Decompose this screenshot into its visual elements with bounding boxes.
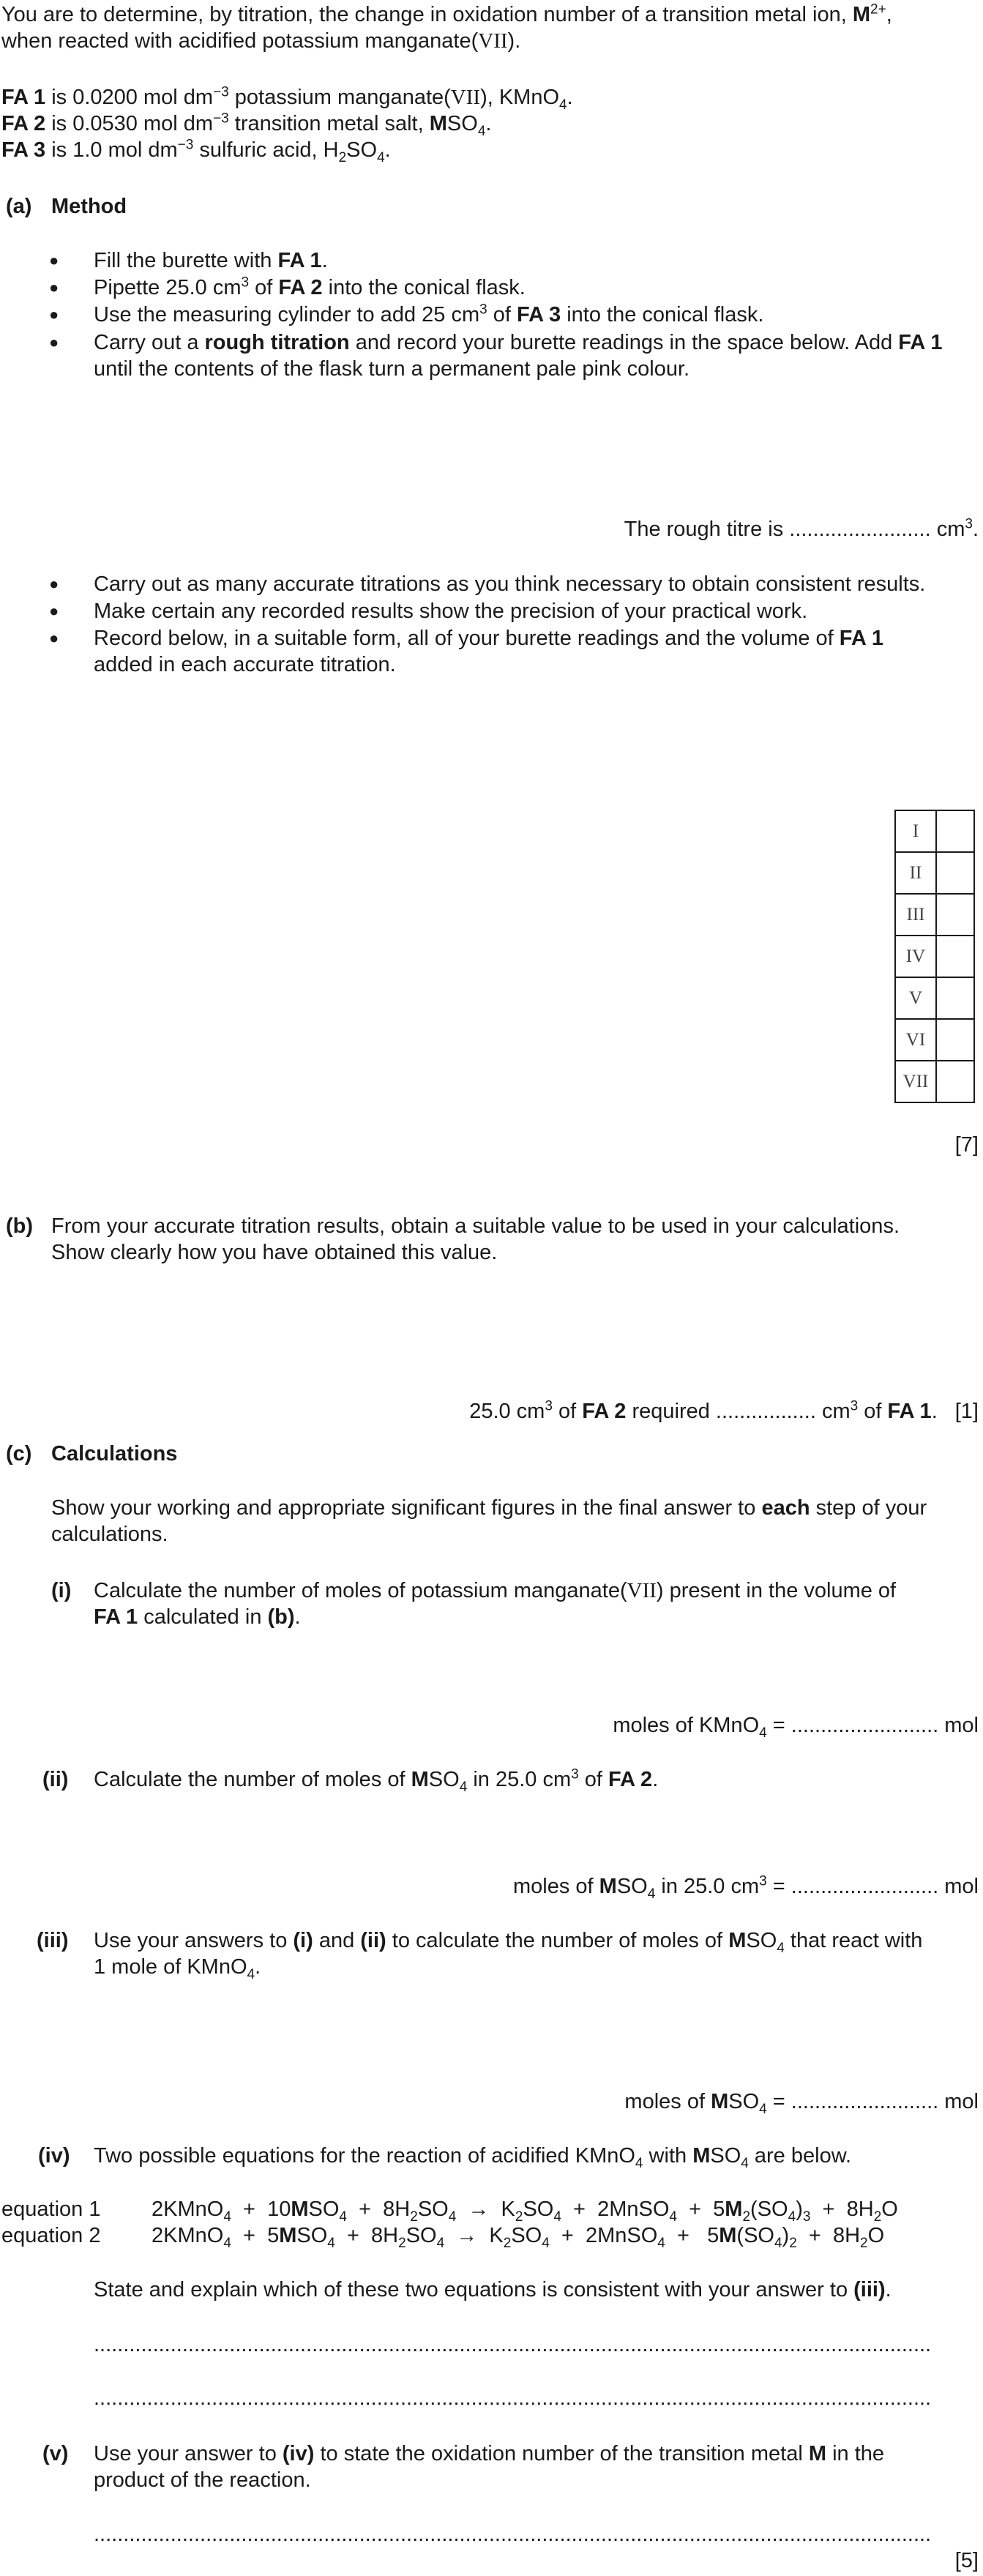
part-c-heading: Calculations: [51, 1442, 178, 1466]
part-c-iii-answer: moles of $MSO_4$ = ......................... mol: [624, 2090, 979, 2117]
part-c-ii-answer: moles of $MSO_4$ in 25.0 $cm^3$ = ......................... mol: [512, 1873, 979, 1902]
part-c-iii-question-cont: 1 mole of KMnO$_4$.: [94, 1955, 261, 1982]
marks-table-row: [895, 1019, 974, 1061]
marks-table-row: [895, 977, 974, 1019]
bullet-icon: ●: [49, 251, 59, 269]
bullet-icon: ●: [49, 575, 59, 593]
part-b-answer: 25.0 $cm^3$ of FA 2 required ................. $cm^3$ of FA 1. [1]: [469, 1398, 979, 1423]
intro-line-2: when reacted with acidified potassium manganate(VII).: [1, 29, 521, 53]
marks-table-row: [895, 852, 974, 894]
method-step-2: Pipette 25.0 $cm^3$ of FA 2 into the conical flask.: [94, 275, 526, 299]
part-b-label: (b): [6, 1214, 34, 1238]
marks-table-box: [936, 810, 974, 852]
method-step-3: Use the measuring cylinder to add 25 $cm^3$ of FA 3 into the conical flask.: [94, 302, 764, 326]
marks-table-box: [936, 977, 974, 1019]
marks-table-label: IV: [895, 936, 936, 977]
reagent-fa3: FA 3 is 1.0 mol $dm^{-3}$ sulfuric acid, $H_2SO_4$.: [1, 137, 391, 165]
intro-line-1: You are to determine, by titration, the change in oxidation number of a transition metal ion, $M^{2+}$,: [1, 1, 892, 26]
bullet-icon: ●: [49, 602, 59, 620]
marks-table-label: VII: [895, 1061, 936, 1102]
marks-table-label: II: [895, 852, 936, 894]
part-c-v-question-cont: product of the reaction.: [94, 2468, 311, 2492]
part-c-iii-label: (iii): [37, 1929, 69, 1952]
answer-line[interactable]: ..............................................................................................................................................: [94, 2386, 932, 2410]
marks-table-label: V: [895, 977, 936, 1019]
part-c-ii-label: (ii): [42, 1768, 69, 1791]
marks-table-label: I: [895, 810, 936, 852]
method-step-1: Fill the burette with FA 1.: [94, 249, 328, 272]
bullet-icon: ●: [49, 333, 59, 351]
part-c-iv-question: Two possible equations for the reaction of acidified KMnO$_4$ with $MSO_4$ are below.: [94, 2144, 852, 2171]
reagent-fa1: FA 1 is 0.0200 mol $dm^{-3}$ potassium manganate(VII), KMnO$_4$.: [1, 84, 573, 113]
part-c-i-question: Calculate the number of moles of potassium manganate(VII) present in the volume of: [94, 1579, 897, 1602]
marks-table: [894, 810, 975, 1103]
answer-line[interactable]: ..............................................................................................................................................: [94, 2523, 932, 2546]
part-c-v-question: Use your answer to (iv) to state the oxidation number of the transition metal M in the: [94, 2442, 885, 2465]
part-b-line-1: From your accurate titration results, obtain a suitable value to be used in your calculations.: [51, 1214, 900, 1238]
marks-table-box: [936, 1061, 974, 1102]
part-c-marks: [5]: [954, 2549, 979, 2572]
part-a-label: (a): [6, 195, 32, 218]
part-b-marks: [1]: [954, 1400, 979, 1423]
part-c-label: (c): [6, 1442, 32, 1466]
bullet-icon: ●: [49, 629, 59, 647]
part-c-iv-label: (iv): [38, 2144, 70, 2168]
equation-1-label: equation 1: [1, 2198, 101, 2221]
part-c-i-label: (i): [51, 1579, 72, 1602]
marks-table-label: VI: [895, 1019, 936, 1061]
part-a-heading: Method: [51, 195, 127, 218]
bullet-icon: ●: [49, 278, 59, 296]
marks-table-row: [895, 936, 974, 977]
part-c-i-question-cont: FA 1 calculated in (b).: [94, 1605, 301, 1629]
marks-table-box: [936, 1019, 974, 1061]
marks-table-row: [895, 894, 974, 936]
bullet-icon: ●: [49, 305, 59, 324]
method-step-4: Carry out a rough titration and record your burette readings in the space below. Add FA 1: [94, 331, 943, 354]
part-c-intro: Show your working and appropriate significant figures in the final answer to each step of your: [51, 1496, 927, 1520]
rough-titre-answer: The rough titre is ........................ $cm^3$.: [624, 516, 979, 541]
equation-2-label: equation 2: [1, 2224, 101, 2247]
part-a-marks: [7]: [954, 1133, 979, 1157]
marks-table-row: [895, 810, 974, 852]
method-step-5: Carry out as many accurate titrations as you think necessary to obtain consistent results.: [94, 572, 926, 596]
equation-1: 2KMnO$_4$ + $10MSO_4 + 8H_2SO_4 \to K_2SO_4$ + 2MnSO$_4$ + $5M_2(SO_4)_3 + 8H_2O$: [152, 2198, 898, 2225]
marks-table-box: [936, 936, 974, 977]
method-step-7-cont: added in each accurate titration.: [94, 653, 396, 676]
part-c-iii-question: Use your answers to (i) and (ii) to calculate the number of moles of $MSO_4$ that react with: [94, 1929, 923, 1956]
method-step-4-cont: until the contents of the flask turn a permanent pale pink colour.: [94, 357, 690, 381]
marks-table-row: [895, 1061, 974, 1102]
part-c-ii-question: Calculate the number of moles of $MSO_4$ in 25.0 $cm^3$ of FA 2.: [94, 1766, 659, 1795]
part-c-iv-state: State and explain which of these two equations is consistent with your answer to (iii).: [94, 2278, 892, 2301]
answer-line[interactable]: ..............................................................................................................................................: [94, 2333, 932, 2356]
reagent-fa2: FA 2 is 0.0530 mol $dm^{-3}$ transition metal salt, $MSO_4$.: [1, 111, 492, 139]
part-c-intro-cont: calculations.: [51, 1523, 168, 1546]
marks-table-box: [936, 852, 974, 894]
method-step-6: Make certain any recorded results show the precision of your practical work.: [94, 600, 808, 623]
part-c-i-answer: moles of KMnO$_4$ = ......................... mol: [613, 1714, 979, 1741]
method-step-7: Record below, in a suitable form, all of your burette readings and the volume of FA 1: [94, 627, 883, 650]
part-c-v-label: (v): [42, 2442, 69, 2465]
marks-table-box: [936, 894, 974, 936]
equation-2: 2KMnO$_4$ + $5MSO_4 + 8H_2SO_4 \to K_2SO_4$ + 2MnSO$_4$ + $5M(SO_4)_2 + 8H_2O$: [152, 2224, 885, 2251]
marks-table-label: III: [895, 894, 936, 936]
part-b-line-2: Show clearly how you have obtained this value.: [51, 1241, 498, 1264]
